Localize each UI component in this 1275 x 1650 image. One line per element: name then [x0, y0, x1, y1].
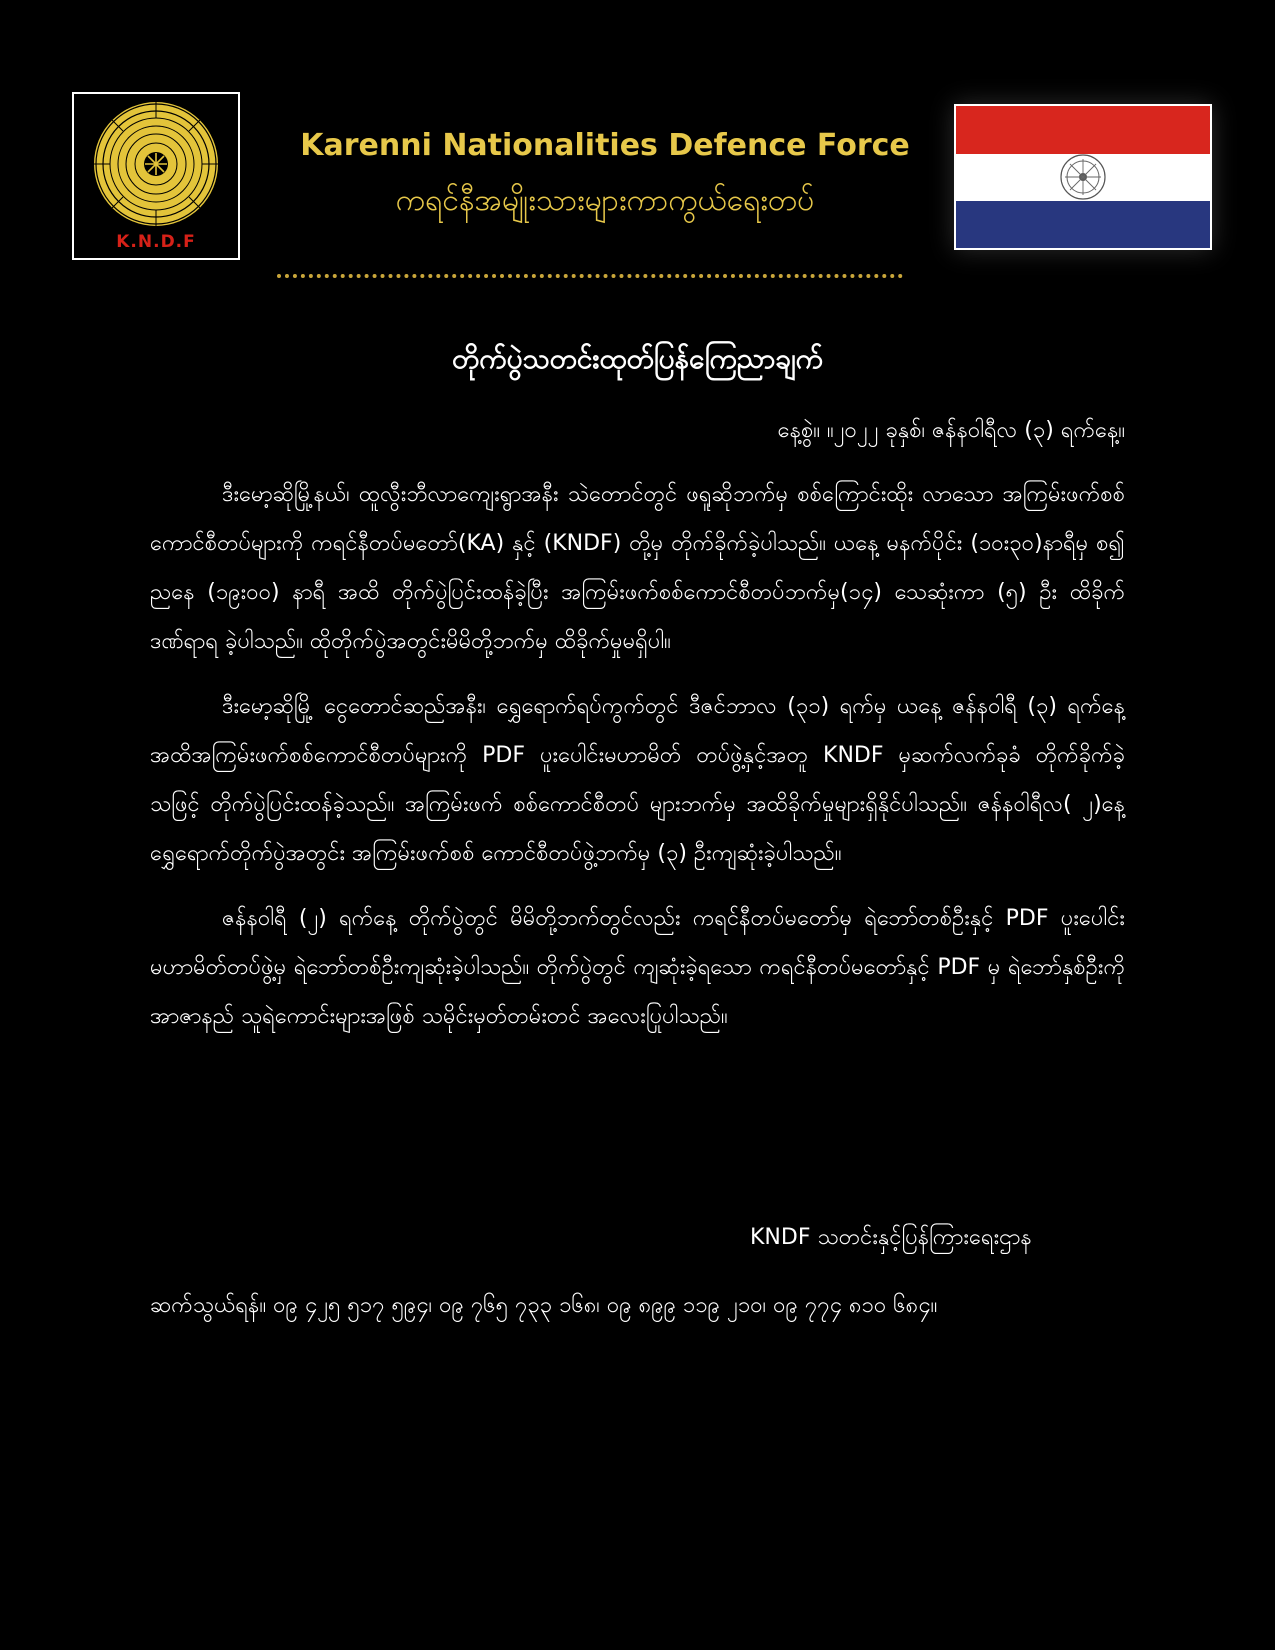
flag-blue-band [956, 201, 1210, 248]
logo-text: K.N.D.F [116, 232, 196, 252]
document-date: နေ့စွဲ။ ။၂၀၂၂ ခုနှစ်၊ ဇန်နဝါရီလ (၃) ရက်နေ့။ [777, 418, 1125, 443]
header-divider [277, 274, 903, 278]
signature-line: KNDF သတင်းနှင့်ပြန်ကြားရေးဌာန [750, 1225, 1032, 1250]
paragraph-1: ဒီးမော့ဆိုမြို့နယ်၊ ထူလွီးဘီလာကျေးရွာအနီး သဲတောင်တွင် ဖရူဆိုဘက်မှ စစ်ကြောင်းထိုး လာသော အကြမ်းဖက်စစ်ကောင်စီတပ်များကို ကရင်နီတပ်မတော်(KA) နှင့် (KNDF) တို့မှ တိုက်ခိုက်ခဲ့ပါသည်။ ယနေ့ မနက်ပိုင်း (၁၀း၃၀)နာရီမှ စ၍ ညနေ (၁၉း၀၀) နာရီ အထိ တိုက်ပွဲပြင်းထန်ခဲ့ပြီး အကြမ်းဖက်စစ်ကောင်စီတပ်ဘက်မှ(၁၄) သေဆုံးကာ (၅) ဦး ထိခိုက်ဒဏ်ရာရ ခဲ့ပါသည်။ ထိုတိုက်ပွဲအတွင်းမိမိတို့ဘက်မှ ထိခိုက်မှုမရှိပါ။ [150, 482, 1125, 654]
document-body [150, 470, 1125, 1057]
org-name-english: Karenni Nationalities Defence Force [300, 128, 910, 163]
flag-emblem-icon [1059, 153, 1107, 201]
kndf-logo [72, 92, 240, 260]
paragraph-3: ဇန်နဝါရီ (၂) ရက်နေ့ တိုက်ပွဲတွင် မိမိတို့ဘက်တွင်လည်း ကရင်နီတပ်မတော်မှ ရဲဘော်တစ်ဦးနှင့် PDF ပူးပေါင်းမဟာမိတ်တပ်ဖွဲ့မှ ရဲဘော်တစ်ဦးကျဆုံးခဲ့ပါသည်။ တိုက်ပွဲတွင် ကျဆုံးခဲ့ရသော ကရင်နီတပ်မတော်နှင့် PDF မှ ရဲဘော်နှစ်ဦးကို အာဇာနည် သူရဲကောင်းများအဖြစ် သမိုင်းမှတ်တမ်းတင် အလေးပြုပါသည်။ [150, 906, 1125, 1029]
contact-line: ဆက်သွယ်ရန်။ ၀၉ ၄၂၅ ၅၁၇ ၅၉၄၊ ၀၉ ၇၆၅ ၇၃၃ ၁၆၈၊ ၀၉ ၈၉၉ ၁၁၉ ၂၁၀၊ ၀၉ ၇၇၄ ၈၁၀ ၆၈၄။ [150, 1293, 938, 1318]
paragraph-2: ဒီးမော့ဆိုမြို့ ငွေတောင်ဆည်အနီး၊ ရွှေရောက်ရပ်ကွက်တွင် ဒီဇင်ဘာလ (၃၁) ရက်မှ ယနေ့ ဇန်နဝါရီ (၃) ရက်နေ့ အထိအကြမ်းဖက်စစ်ကောင်စီတပ်များကို PDF ပူးပေါင်းမဟာမိတ် တပ်ဖွဲ့နှင့်အတူ KNDF မှဆက်လက်ခုခံ တိုက်ခိုက်ခဲ့သဖြင့် တိုက်ပွဲပြင်းထန်ခဲ့သည်။ အကြမ်းဖက် စစ်ကောင်စီတပ် များဘက်မှ အထိခိုက်မှုများရှိနိုင်ပါသည်။ ဇန်နဝါရီလ( ၂)နေ့ ရွှေရောက်တိုက်ပွဲအတွင်း အကြမ်းဖက်စစ် ကောင်စီတပ်ဖွဲ့ဘက်မှ (၃) ဦးကျဆုံးခဲ့ပါသည်။ [150, 694, 1125, 866]
document-title: တိုက်ပွဲသတင်းထုတ်ပြန်ကြေညာချက် [451, 342, 824, 375]
karenni-flag-icon [954, 104, 1212, 250]
org-name-burmese: ကရင်နီအမျိုးသားများကာကွယ်ရေးတပ် [395, 183, 815, 218]
flag-red-band [956, 106, 1210, 154]
